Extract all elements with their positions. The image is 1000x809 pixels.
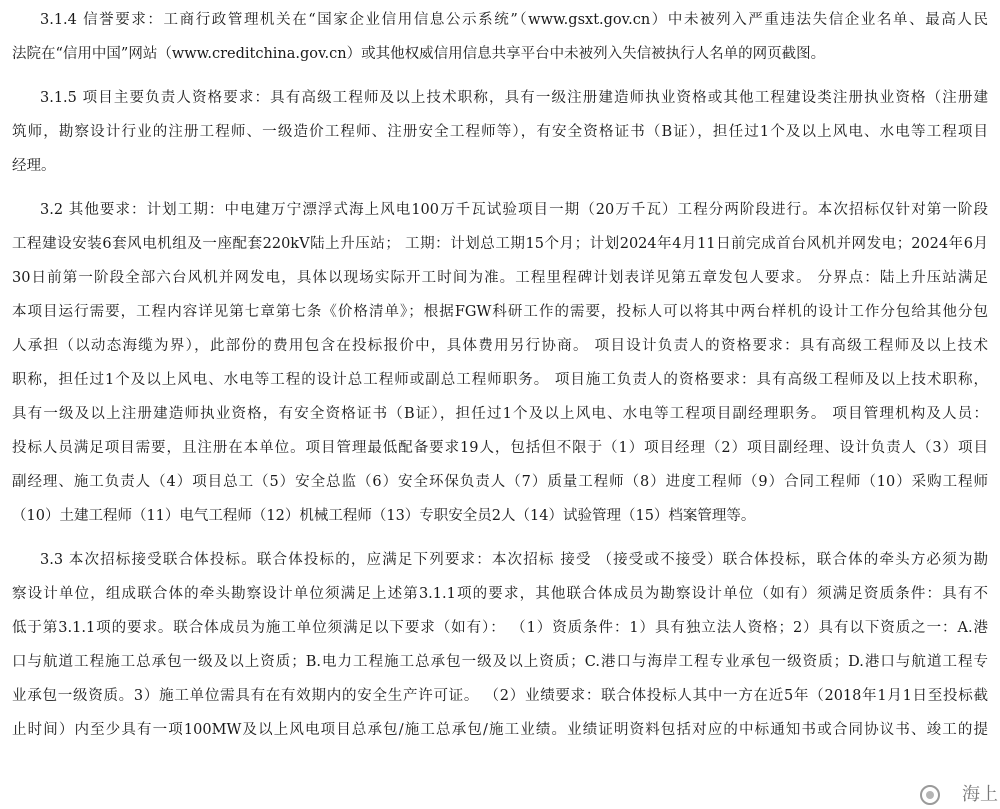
text-line-4: 筑师，勘察设计行业的注册工程师、一级造价工程师、注册安全工程师等），有安全资格证书（B证），担任过1个及以上风电、水电等工程项目 [12, 124, 988, 140]
text-line-21: 止时间）内至少具有一项100MW及以上风电项目总承包/施工总承包/施工业绩。业绩证明资料包括对应的中标通知书或合同协议书、竣工的提 [12, 722, 988, 738]
text-line-9: 本项目运行需要，工程内容详见第七章第七条《价格清单》；根据FGW科研工作的需要，投标人可以将其中两台样机的设计工作分包给其他分包 [12, 304, 988, 320]
text-line-11: 职称，担任过1个及以上风电、水电等工程的设计总工程师或副总工程师职务。 项目施工负责人的资格要求：具有高级工程师及以上技术职称， [12, 372, 988, 388]
text-line-10: 人承担（以动态海缆为界），此部份的费用包含在投标报价中，具体费用另行协商。 项目设计负责人的资格要求：具有高级工程师及以上技术 [12, 338, 988, 354]
text-line-3: 3.1.5 项目主要负责人资格要求：具有高级工程师及以上技术职称，具有一级注册建造师执业资格或其他工程建设类注册执业资格（注册建 [40, 90, 988, 106]
text-line-6: 3.2 其他要求：计划工期：中电建万宁漂浮式海上风电100万千瓦试验项目一期（20万千瓦）工程分两阶段进行。本次招标仅针对第一阶段 [40, 202, 988, 218]
text-line-18: 低于第3.1.1项的要求。联合体成员为施工单位须满足以下要求（如有）： （1）资质条件：1）具有独立法人资格；2）具有以下资质之一：A.港 [12, 620, 988, 636]
text-line-8: 30日前第一阶段全部六台风机并网发电，具体以现场实际开工时间为准。工程里程碑计划表详见第五章发包人要求。 分界点：陆上升压站满足 [12, 270, 988, 286]
text-line-19: 口与航道工程施工总承包一级及以上资质；B.电力工程施工总承包一级及以上资质；C.港口与海岸工程专业承包一级资质；D.港口与航道工程专 [12, 654, 988, 670]
text-line-20: 业承包一级资质。3）施工单位需具有在有效期内的安全生产许可证。 （2）业绩要求：联合体投标人其中一方在近5年（2018年1月1日至投标截 [12, 688, 988, 704]
text-line-12: 具有一级及以上注册建造师执业资格，有安全资格证书（B证），担任过1个及以上风电、水电等工程项目副经理职务。 项目管理机构及人员： [12, 406, 988, 422]
text-line-14: 副经理、施工负责人（4）项目总工（5）安全总监（6）安全环保负责人（7）质量工程师（8）进度工程师（9）合同工程师（10）采购工程师 [12, 474, 988, 490]
text-line-17: 察设计单位，组成联合体的牵头勘察设计单位须满足上述第3.1.1项的要求，其他联合体成员为勘察设计单位（如有）须满足资质条件：具有不 [12, 586, 988, 602]
text-line-13: 投标人员满足项目需要，且注册在本单位。项目管理最低配备要求19人，包括但不限于（1）项目经理（2）项目副经理、设计负责人（3）项目 [12, 440, 988, 456]
text-line-5: 经理。 [12, 158, 56, 174]
text-line-15: （10）土建工程师（11）电气工程师（12）机械工程师（13）专职安全员2人（14）试验管理（15）档案管理等。 [12, 508, 756, 524]
text-line-16: 3.3 本次招标接受联合体投标。联合体投标的，应满足下列要求：本次招标 接受 （接受或不接受）联合体投标，联合体的牵头方必须为勘 [40, 552, 988, 568]
text-line-2: 法院在“信用中国”网站（www.creditchina.gov.cn）或其他权威信用信息共享平台中未被列入失信被执行人名单的网页截图。 [12, 46, 826, 62]
text-line-7: 工程建设安装6套风电机组及一座配套220kV陆上升压站； 工期：计划总工期15个月；计划2024年4月11日前完成首台风机并网发电；2024年6月 [12, 236, 988, 252]
watermark-text: 海上 [962, 784, 998, 805]
text-line-1: 3.1.4 信誉要求：工商行政管理机关在“国家企业信用信息公示系统”（www.gsxt.gov.cn）中未被列入严重违法失信企业名单、最高人民 [40, 12, 988, 28]
watermark [870, 781, 1000, 809]
wechat-logo-icon [920, 785, 940, 805]
